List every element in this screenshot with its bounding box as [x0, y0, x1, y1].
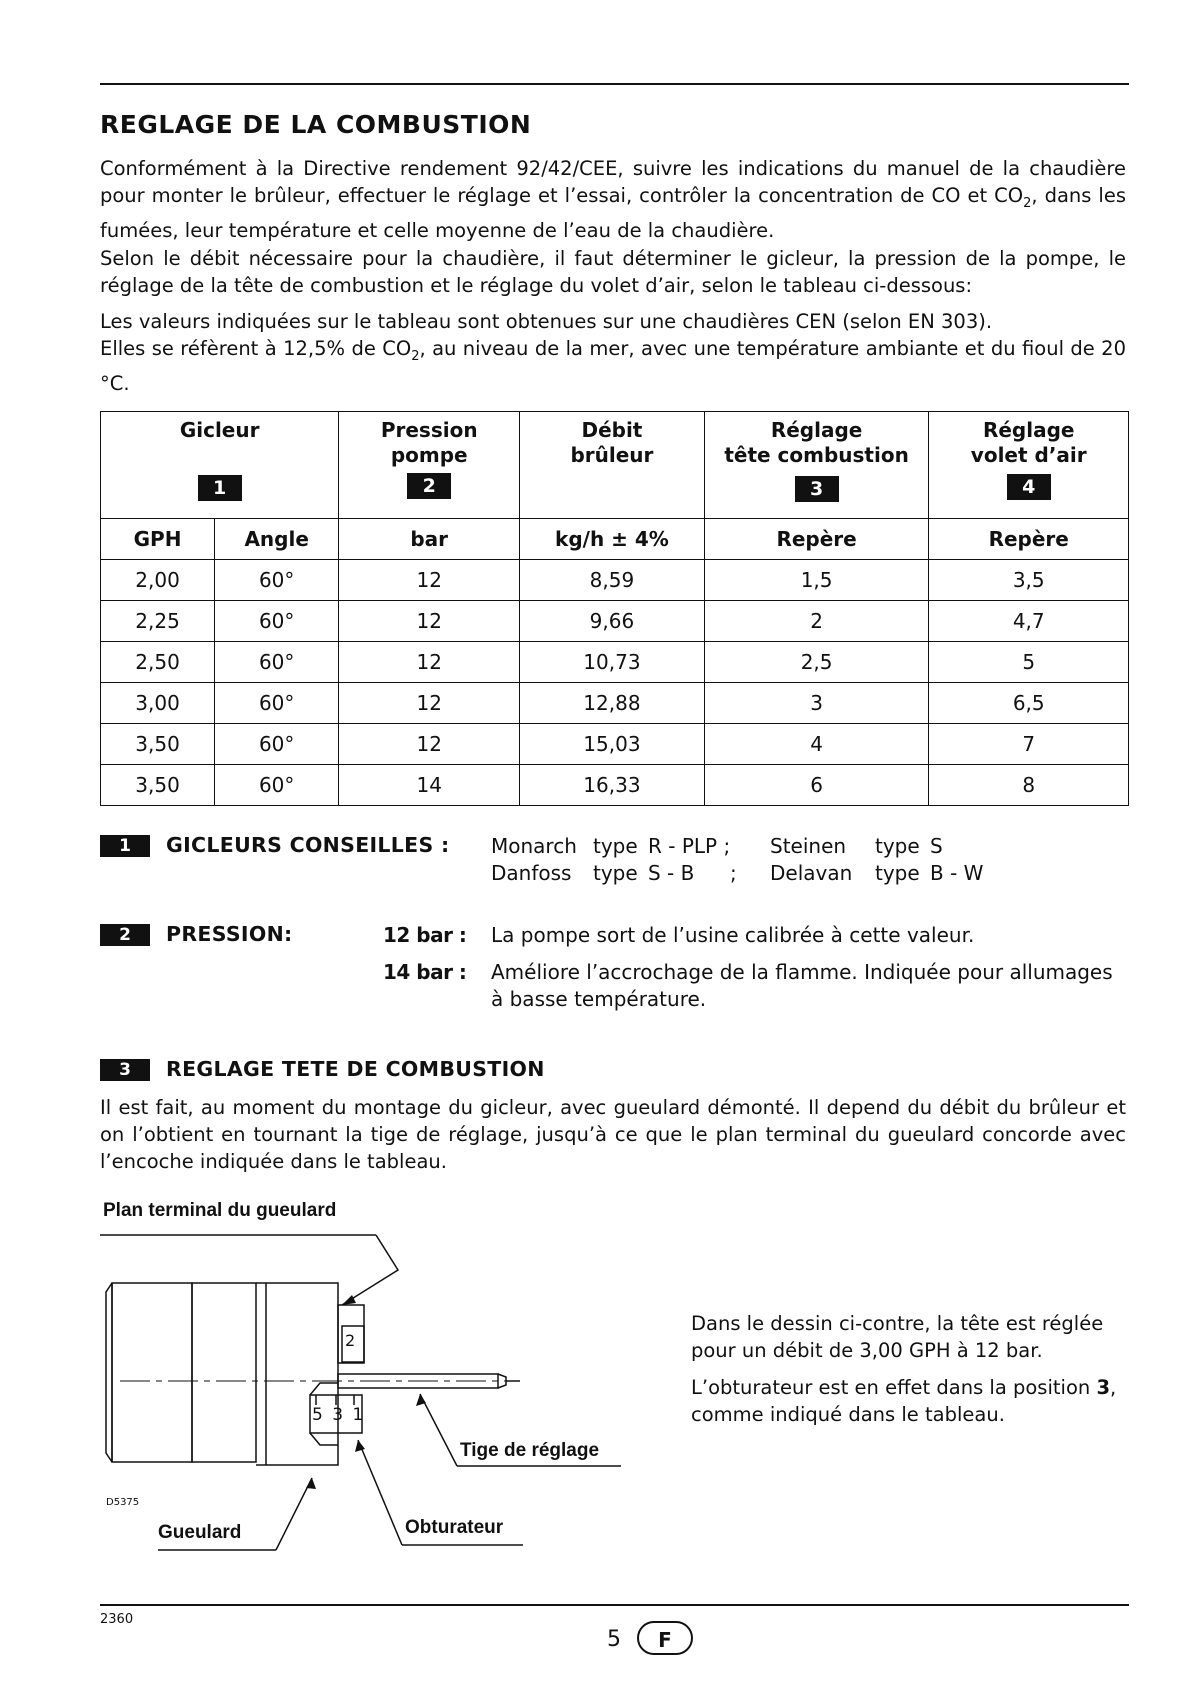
bottom-rule	[100, 1604, 1129, 1606]
language-badge: F	[637, 1621, 693, 1655]
unit-cell: Repère	[929, 519, 1129, 560]
table-cell: 60°	[215, 601, 339, 642]
pressure-key: 14 bar :	[383, 960, 467, 984]
obturateur-arrowhead	[355, 1440, 365, 1452]
nozzle-type: S - B	[648, 861, 695, 885]
pressure-value: La pompe sort de l’usine calibrée à cette valeur.	[491, 923, 975, 947]
nozzle-type: R - PLP ;	[648, 834, 731, 858]
unit-cell: Angle	[215, 519, 339, 560]
nozzle-brand: Delavan	[770, 861, 853, 885]
table-cell: 12	[339, 642, 520, 683]
table-cell: 3	[704, 683, 929, 724]
section-3-text: Il est fait, au moment du montage du gicleur, avec gueulard démonté. Il depend du débit du brûleur et on l’obtient en tournant la tige de réglage, jusqu’à ce que le plan terminal du gueulard concorde avec l’encoche indiquée dans le tableau.	[100, 1096, 1126, 1173]
table-cell: 12	[339, 601, 520, 642]
table-cell: 14	[339, 765, 520, 806]
table-cell: 2,5	[704, 642, 929, 683]
section-3-title: REGLAGE TETE DE COMBUSTION	[166, 1057, 545, 1081]
table-cell: 3,50	[101, 724, 215, 765]
header-gicleur: Gicleur 1	[101, 412, 339, 519]
label-tige: Tige de réglage	[460, 1440, 600, 1461]
table-cell: 5	[929, 642, 1129, 683]
intro-paragraph-3: Les valeurs indiquées sur le tableau sont obtenues sur une chaudières CEN (selon EN 303). Elles se réfèrent à 12,5% de $CO_2$, au niveau de la mer, avec une température ambiante et du fioul de 20 °C.	[100, 310, 1126, 395]
nozzle-type-label: type	[875, 834, 920, 858]
table-cell: 2,00	[101, 560, 215, 601]
table-cell: 9,66	[520, 601, 705, 642]
table-cell: 60°	[215, 560, 339, 601]
side-note-2: L’obturateur est en effet dans la position 3, comme indiqué dans le tableau.	[691, 1376, 1117, 1426]
table-cell: 12	[339, 560, 520, 601]
gueulard-rim	[106, 1283, 112, 1462]
table-cell: 6	[704, 765, 929, 806]
table-cell: 10,73	[520, 642, 705, 683]
nozzle-separator: ;	[730, 861, 737, 885]
section-2-badge: 2	[100, 924, 150, 946]
unit-cell: GPH	[101, 519, 215, 560]
nozzle-type: B - W	[930, 861, 984, 885]
unit-cell: bar	[339, 519, 520, 560]
table-cell: 60°	[215, 724, 339, 765]
tige-leader	[420, 1394, 457, 1466]
unit-cell: kg/h ± 4%	[520, 519, 705, 560]
notch-scale: 5 3 1	[312, 1405, 366, 1425]
badge-4: 4	[1007, 474, 1051, 500]
table-cell: 2,25	[101, 601, 215, 642]
page-title: REGLAGE DE LA COMBUSTION	[100, 110, 532, 139]
badge-1: 1	[198, 475, 242, 501]
table-cell: 12,88	[520, 683, 705, 724]
table-cell: 15,03	[520, 724, 705, 765]
nozzle-brand: Danfoss	[491, 861, 572, 885]
mark-2: 2	[345, 1331, 356, 1350]
plan-leader	[342, 1235, 398, 1305]
diagram-code: D5375	[106, 1497, 140, 1508]
section-2-title: PRESSION:	[166, 922, 293, 946]
table-cell: 3,5	[929, 560, 1129, 601]
pressure-key: 12 bar :	[383, 923, 467, 947]
intro-paragraph-2: Selon le débit nécessaire pour la chaudière, il faut déterminer le gicleur, la pression de la pompe, le réglage de la tête de combustion et le réglage du volet d’air, selon le tableau ci-dessous:	[100, 247, 1126, 297]
table-cell: 60°	[215, 683, 339, 724]
pressure-value: Améliore l’accrochage de la flamme. Indiquée pour allumages	[491, 960, 1113, 984]
table-cell: 12	[339, 683, 520, 724]
side-note-1: Dans le dessin ci-contre, la tête est réglée pour un débit de 3,00 GPH à 12 bar.	[691, 1312, 1104, 1362]
unit-cell: Repère	[704, 519, 929, 560]
table-cell: 4	[704, 724, 929, 765]
section-3-badge: 3	[100, 1059, 150, 1081]
pressure-value: à basse température.	[491, 987, 707, 1011]
badge-2: 2	[407, 473, 451, 499]
table-cell: 7	[929, 724, 1129, 765]
table-cell: 3,50	[101, 765, 215, 806]
nozzle-brand: Steinen	[770, 834, 847, 858]
header-tete: Réglage tête combustion 3	[704, 412, 929, 519]
nozzle-type-label: type	[593, 861, 638, 885]
gueulard-leader	[276, 1478, 312, 1550]
table-cell: 2,50	[101, 642, 215, 683]
table-cell: 12	[339, 724, 520, 765]
plan-arrowhead	[342, 1295, 356, 1305]
intro-paragraph-1: Conformément à la Directive rendement 92/42/CEE, suivre les indications du manuel de la chaudière pour monter le brûleur, effectuer le réglage et l’essai, contrôler la concentration de CO et $CO_2$, dans les fumées, leur température et celle moyenne de l’eau de la chaudière.	[100, 157, 1126, 242]
header-volet: Réglage volet d’air 4	[929, 412, 1129, 519]
nozzle-brand: Monarch	[491, 834, 577, 858]
nozzle-type: S	[930, 834, 943, 858]
doc-code: 2360	[100, 1612, 134, 1627]
table-cell: 60°	[215, 642, 339, 683]
label-obturateur: Obturateur	[405, 1517, 504, 1538]
header-pression: Pression pompe 2	[339, 412, 520, 519]
nozzle-type-label: type	[593, 834, 638, 858]
table-cell: 6,5	[929, 683, 1129, 724]
page-number: 5	[607, 1627, 621, 1652]
table-cell: 8,59	[520, 560, 705, 601]
table-cell: 2	[704, 601, 929, 642]
table-cell: 8	[929, 765, 1129, 806]
badge-3: 3	[795, 476, 839, 502]
table-cell: 16,33	[520, 765, 705, 806]
table-cell: 4,7	[929, 601, 1129, 642]
nozzle-type-label: type	[875, 861, 920, 885]
table-cell: 60°	[215, 765, 339, 806]
table-cell: 1,5	[704, 560, 929, 601]
label-gueulard: Gueulard	[158, 1522, 242, 1543]
label-plan-terminal: Plan terminal du gueulard	[103, 1200, 337, 1221]
obturateur-leader	[358, 1440, 402, 1545]
table-cell: 3,00	[101, 683, 215, 724]
header-debit: Débit brûleur	[520, 412, 705, 519]
section-1-badge: 1	[100, 835, 150, 857]
section-1-title: GICLEURS CONSEILLES :	[166, 833, 450, 857]
